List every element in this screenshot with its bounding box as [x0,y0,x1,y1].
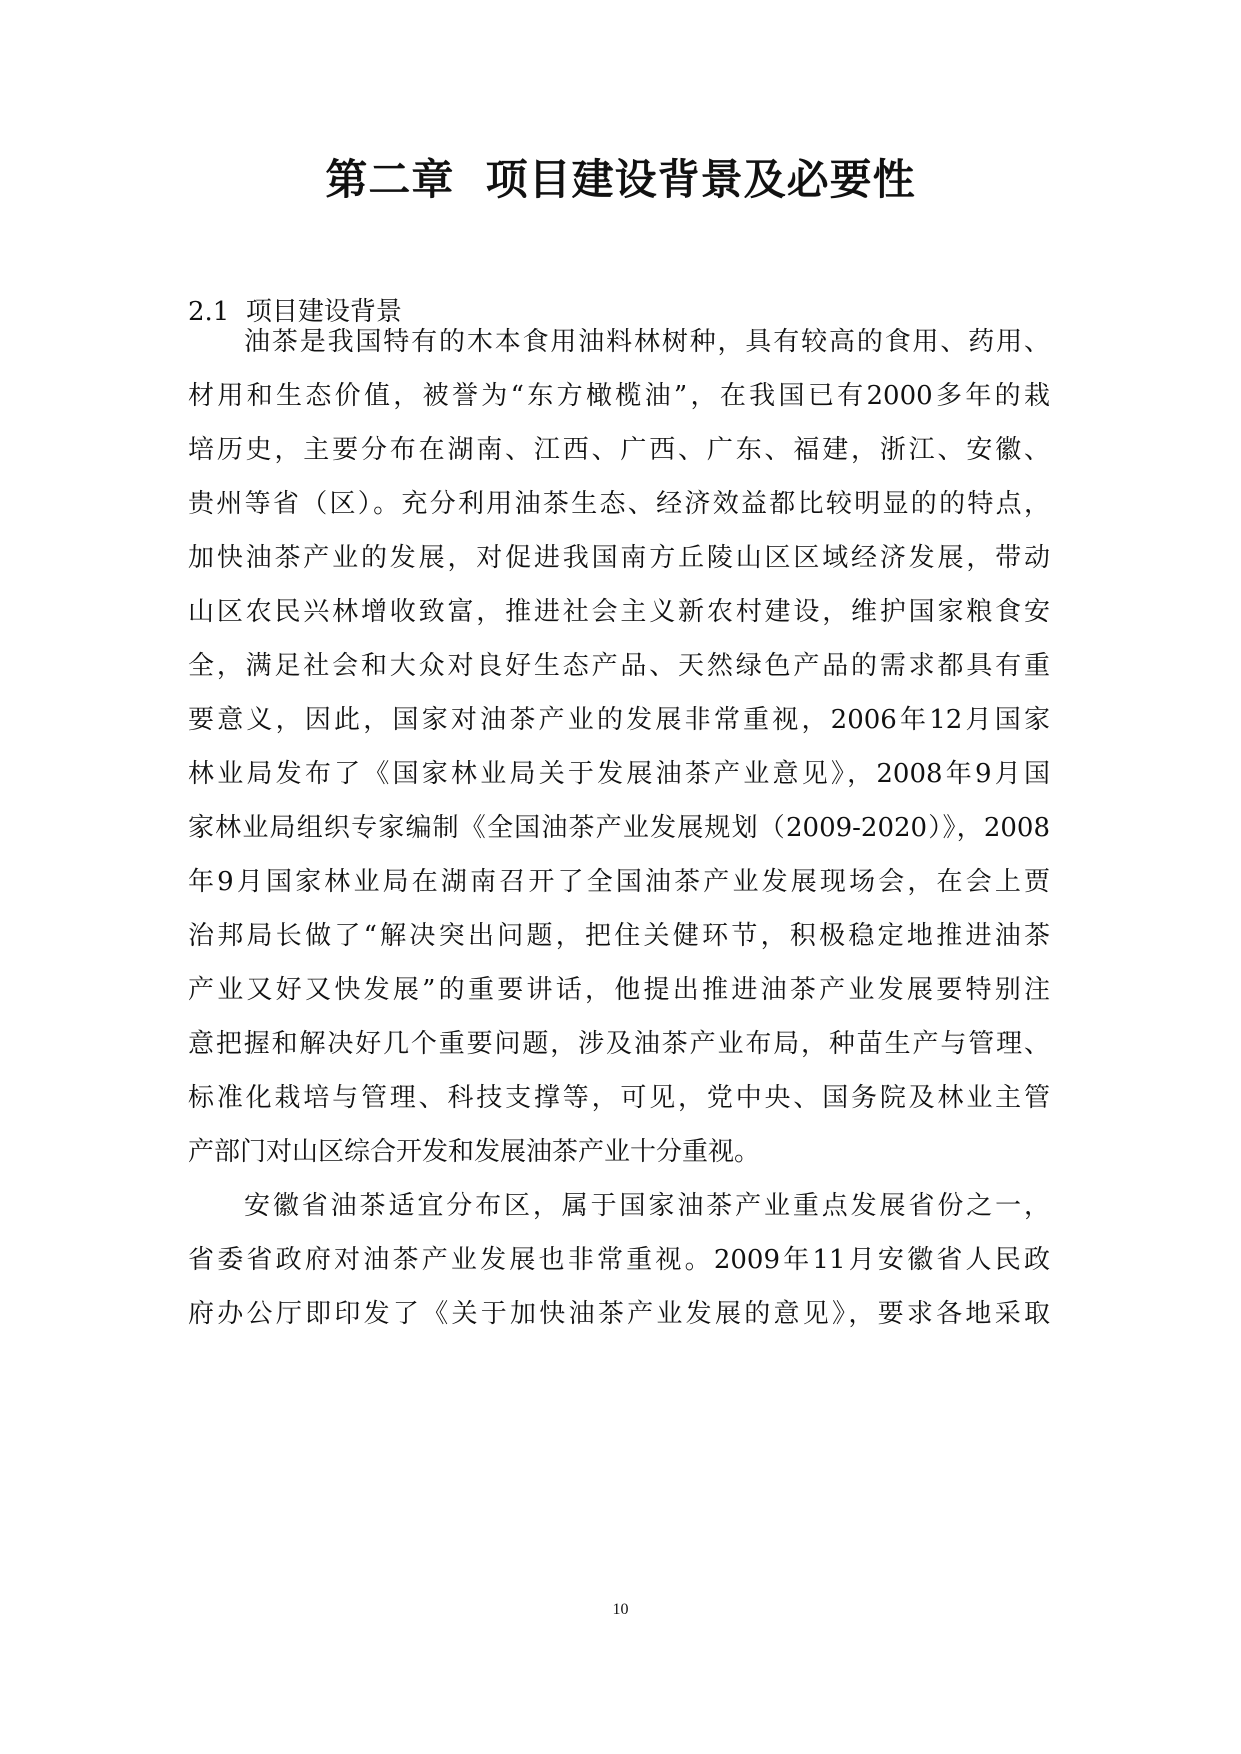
paragraph-line: 家林业局组织专家编制《全国油茶产业发展规划（2009-2020）》，2008 [188,813,1050,843]
paragraph-line: 贵州等省（区）。充分利用油茶生态、经济效益都比较明显的的特点， [188,489,1050,519]
paragraph-line: 安徽省油茶适宜分布区，属于国家油茶产业重点发展省份之一， [244,1191,1050,1221]
section-heading: 2.1 项目建设背景 [188,297,402,327]
paragraph-line: 府办公厅即印发了《关于加快油茶产业发展的意见》，要求各地采取 [188,1299,1050,1329]
paragraph-line: 林业局发布了《国家林业局关于发展油茶产业意见》，2008年9月国 [188,759,1050,789]
paragraph-line: 产业又好又快发展”的重要讲话，他提出推进油茶产业发展要特别注 [188,975,1050,1005]
paragraph-line: 油茶是我国特有的木本食用油料林树种，具有较高的食用、药用、 [244,327,1050,357]
page-number: 10 [612,1601,629,1618]
paragraph-line: 要意义，因此，国家对油茶产业的发展非常重视，2006年12月国家 [188,705,1050,735]
paragraph-line: 省委省政府对油茶产业发展也非常重视。2009年11月安徽省人民政 [188,1245,1050,1275]
paragraph-line: 标准化栽培与管理、科技支撑等，可见，党中央、国务院及林业主管 [188,1083,1050,1113]
paragraph-line: 意把握和解决好几个重要问题，涉及油茶产业布局，种苗生产与管理、 [188,1029,1050,1059]
paragraph-line: 材用和生态价值，被誉为“东方橄榄油”，在我国已有2000多年的栽 [188,381,1050,411]
paragraph-line: 产部门对山区综合开发和发展油茶产业十分重视。 [188,1137,761,1167]
paragraph-line: 加快油茶产业的发展，对促进我国南方丘陵山区区域经济发展，带动 [188,543,1050,573]
paragraph-line: 培历史，主要分布在湖南、江西、广西、广东、福建，浙江、安徽、 [188,435,1050,465]
paragraph-line: 山区农民兴林增收致富，推进社会主义新农村建设，维护国家粮食安 [188,597,1050,627]
paragraph-line: 治邦局长做了“解决突出问题，把住关健环节，积极稳定地推进油茶 [188,921,1050,951]
paragraph-line: 年9月国家林业局在湖南召开了全国油茶产业发展现场会，在会上贾 [188,867,1050,897]
chapter-title: 第二章 项目建设背景及必要性 [325,155,916,204]
paragraph-line: 全，满足社会和大众对良好生态产品、天然绿色产品的需求都具有重 [188,651,1050,681]
